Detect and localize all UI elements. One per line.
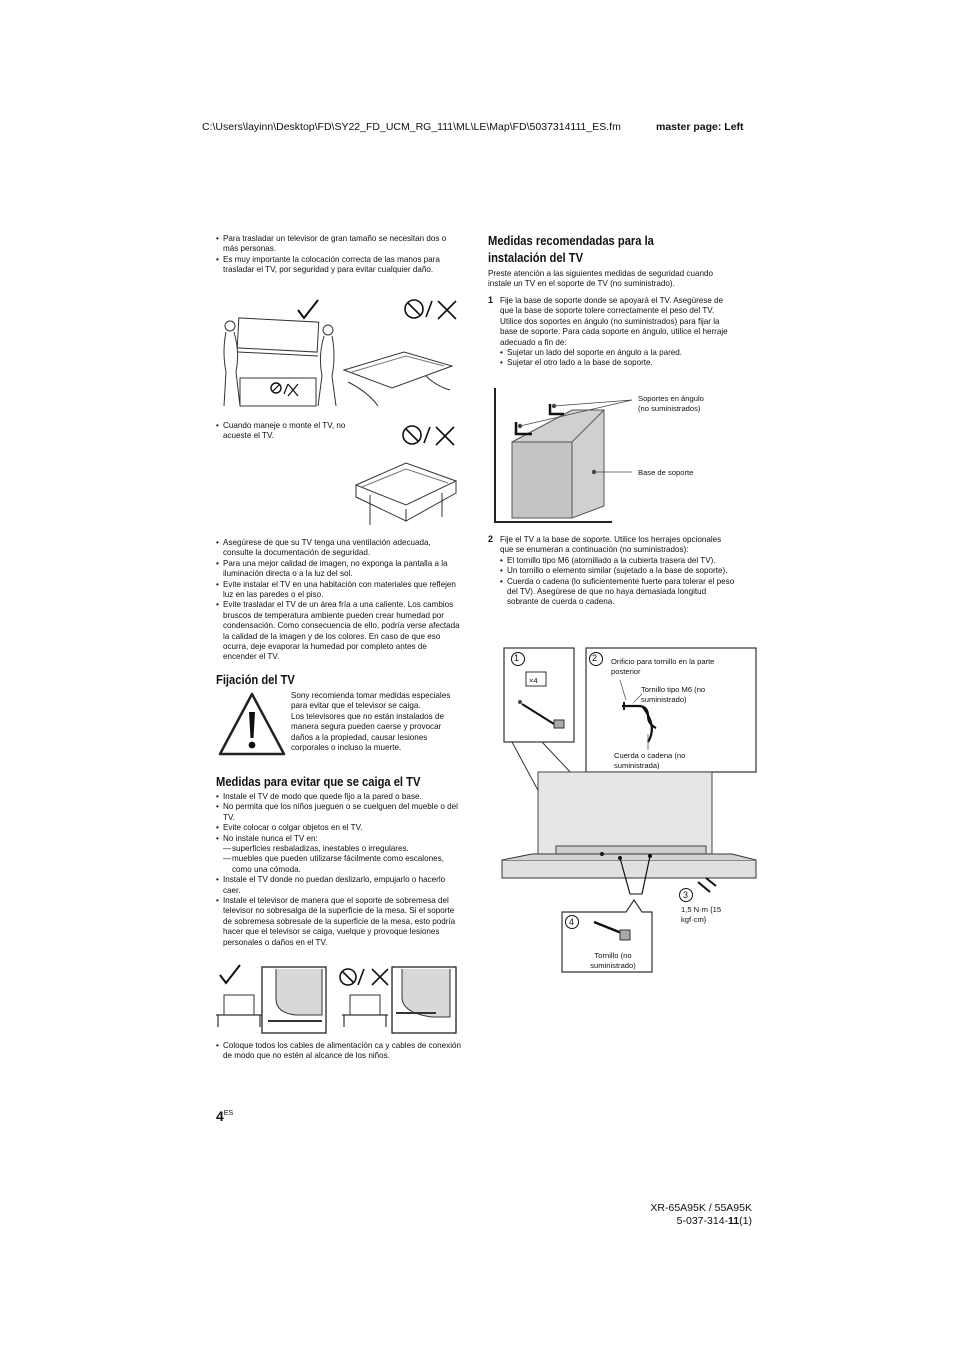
step-number-4: 4 <box>569 917 575 927</box>
carry-tv-illustration <box>216 296 461 416</box>
support-base-label: Base de soporte <box>638 468 694 477</box>
fix-tv-text: Sony recomienda tomar medidas especiales para evitar que el televisor se caiga. Los televisores que no están instalados de manera segura pueden caerse y provocar daños a la propiedad, causar lesiones corporales o incluso la muerte. <box>291 691 451 753</box>
list-item: • Sujetar un lado del soporte en ángulo a la pared. <box>500 348 736 358</box>
list-item: • Instale el TV donde no puedan deslizarlo, empujarlo o hacerlo caer. <box>216 875 461 896</box>
cord-label: Cuerda o cadena (no suministrada) <box>614 751 686 770</box>
list-item: • Coloque todos los cables de alimentación ca y cables de conexión de modo que no estén al alcance de los niños. <box>216 1041 461 1062</box>
list-item: • Para una mejor calidad de imagen, no exponga la pantalla a la iluminación directa o a la luz del sol. <box>216 559 461 580</box>
list-item: • Asegúrese de que su TV tenga una ventilación adecuada, consulte la documentación de seguridad. <box>216 538 461 559</box>
quantity-label: ×4 <box>529 676 538 685</box>
fix-tv-heading: Fijación del TV <box>216 672 295 687</box>
torque-label: 1,5 N·m {15 kgf·cm} <box>681 905 722 924</box>
list-item: • Cuando maneje o monte el TV, no acueste el TV. <box>216 421 351 442</box>
list-item: • Evite colocar o colgar objetos en el TV. <box>216 823 461 833</box>
list-item: • Instale el TV de modo que quede fijo a la pared o base. <box>216 792 461 802</box>
no-face-down-illustration <box>350 423 460 527</box>
environment-bullets <box>216 538 461 663</box>
screw-label: Tornillo (no suministrado) <box>590 951 636 970</box>
warning-icon <box>216 690 288 758</box>
list-item: • No permita que los niños jueguen o se cuelguen del mueble o del TV. <box>216 802 461 823</box>
code-prefix: 5-037-314- <box>676 1215 729 1227</box>
list-item: • No instale nunca el TV en: <box>216 834 461 844</box>
list-item: • Cuerda o cadena (lo suficientemente fuerte para tolerar el peso del TV). Asegúrese de que no haya demasiada longitud sobrante de cuerda o cadena. <box>500 577 736 608</box>
screw-hole-label: Orificio para tornillo en la parte posterior <box>611 657 715 676</box>
prevent-fall-heading: Medidas para evitar que se caiga el TV <box>216 774 421 789</box>
step-number-2: 2 <box>592 653 598 663</box>
list-item: • Evite trasladar el TV de un área fría a una caliente. Los cambios bruscos de temperatura ambiente pueden crear humedad por condensación. Como consecuencia de ello, podría verse afectada la calidad de la imagen y de los colores. En caso de que eso ocurra, deje evaporar la humedad por completo antes de encender el TV. <box>216 600 461 662</box>
list-item: — superficies resbaladizas, inestables o irregulares. <box>216 844 461 854</box>
step-1-number: 1 <box>488 295 494 305</box>
step-2-number: 2 <box>488 534 494 544</box>
step-number-3: 3 <box>683 890 689 900</box>
cables-bullet <box>216 1041 461 1062</box>
step-2 <box>500 535 736 608</box>
list-item: • Instale el televisor de manera que el soporte de sobremesa del televisor no sobresalga de la superficie de la mesa. Si el soporte de sobremesa sobresale de la superficie de la mesa, esto podría hacer que el televisor se caiga, vuelque y provoque lesiones personales o daños en el TV. <box>216 896 461 948</box>
install-intro: Preste atención a las siguientes medidas de seguridad cuando instale un TV en el soporte de TV (no suministrado). <box>488 269 713 289</box>
list-item: • Un tornillo o elemento similar (sujetado a la base de soporte). <box>500 566 736 576</box>
support-base-illustration <box>492 386 622 526</box>
code-bold: 11 <box>728 1215 740 1227</box>
step-1-text: Fije la base de soporte donde se apoyará el TV. Asegúrese de que la base de soporte tolere correctamente el peso del TV. Utilice dos soportes en ángulo (no suministrados) para fijar la base de soporte. Para cada soporte en ángulo, utilice el herraje adecuado a fin de: <box>500 296 728 347</box>
page-number-value: 4 <box>216 1108 224 1124</box>
page-number <box>216 1108 233 1124</box>
list-item: • Sujetar el otro lado a la base de soporte. <box>500 358 736 368</box>
step-number-1: 1 <box>514 653 520 663</box>
angle-brackets-label: Soportes en ángulo (no suministrados) <box>638 394 704 413</box>
face-down-bullet <box>216 421 351 442</box>
code-suffix: (1) <box>739 1215 752 1227</box>
master-page-label: master page: Left <box>656 121 744 133</box>
list-item: • Para trasladar un televisor de gran tamaño se necesitan dos o más personas. <box>216 234 461 255</box>
file-path: C:\Users\layinn\Desktop\FD\SY22_FD_UCM_RG_111\ML\LE\Map\FD\5037314111_ES.fm <box>202 121 621 133</box>
list-item: • El tornillo tipo M6 (atornillado a la cubierta trasera del TV). <box>500 556 736 566</box>
prevent-fall-list <box>216 792 461 948</box>
model-numbers: XR-65A95K / 55A95K <box>650 1202 752 1214</box>
install-heading: Medidas recomendadas para la instalación del TV <box>488 233 654 265</box>
step-1 <box>500 296 736 369</box>
step-2-text: Fije el TV a la base de soporte. Utilice los herrajes opcionales que se enumeran a continuación (no suministrados): <box>500 535 722 555</box>
page-language: ES <box>223 1110 234 1117</box>
intro-bullets <box>216 234 461 276</box>
list-item: • Es muy importante la colocación correcta de las manos para trasladar el TV, por seguridad y para evitar cualquier daño. <box>216 255 461 276</box>
list-item: — muebles que pueden utilizarse fácilmente como escalones, como una cómoda. <box>216 854 461 875</box>
document-code <box>650 1215 752 1228</box>
m6-screw-label: Tornillo tipo M6 (no suministrado) <box>641 685 706 704</box>
model-footer <box>650 1202 752 1228</box>
stand-overhang-illustration <box>216 965 461 1037</box>
list-item: • Evite instalar el TV en una habitación con materiales que reflejen luz en las paredes o el piso. <box>216 580 461 601</box>
